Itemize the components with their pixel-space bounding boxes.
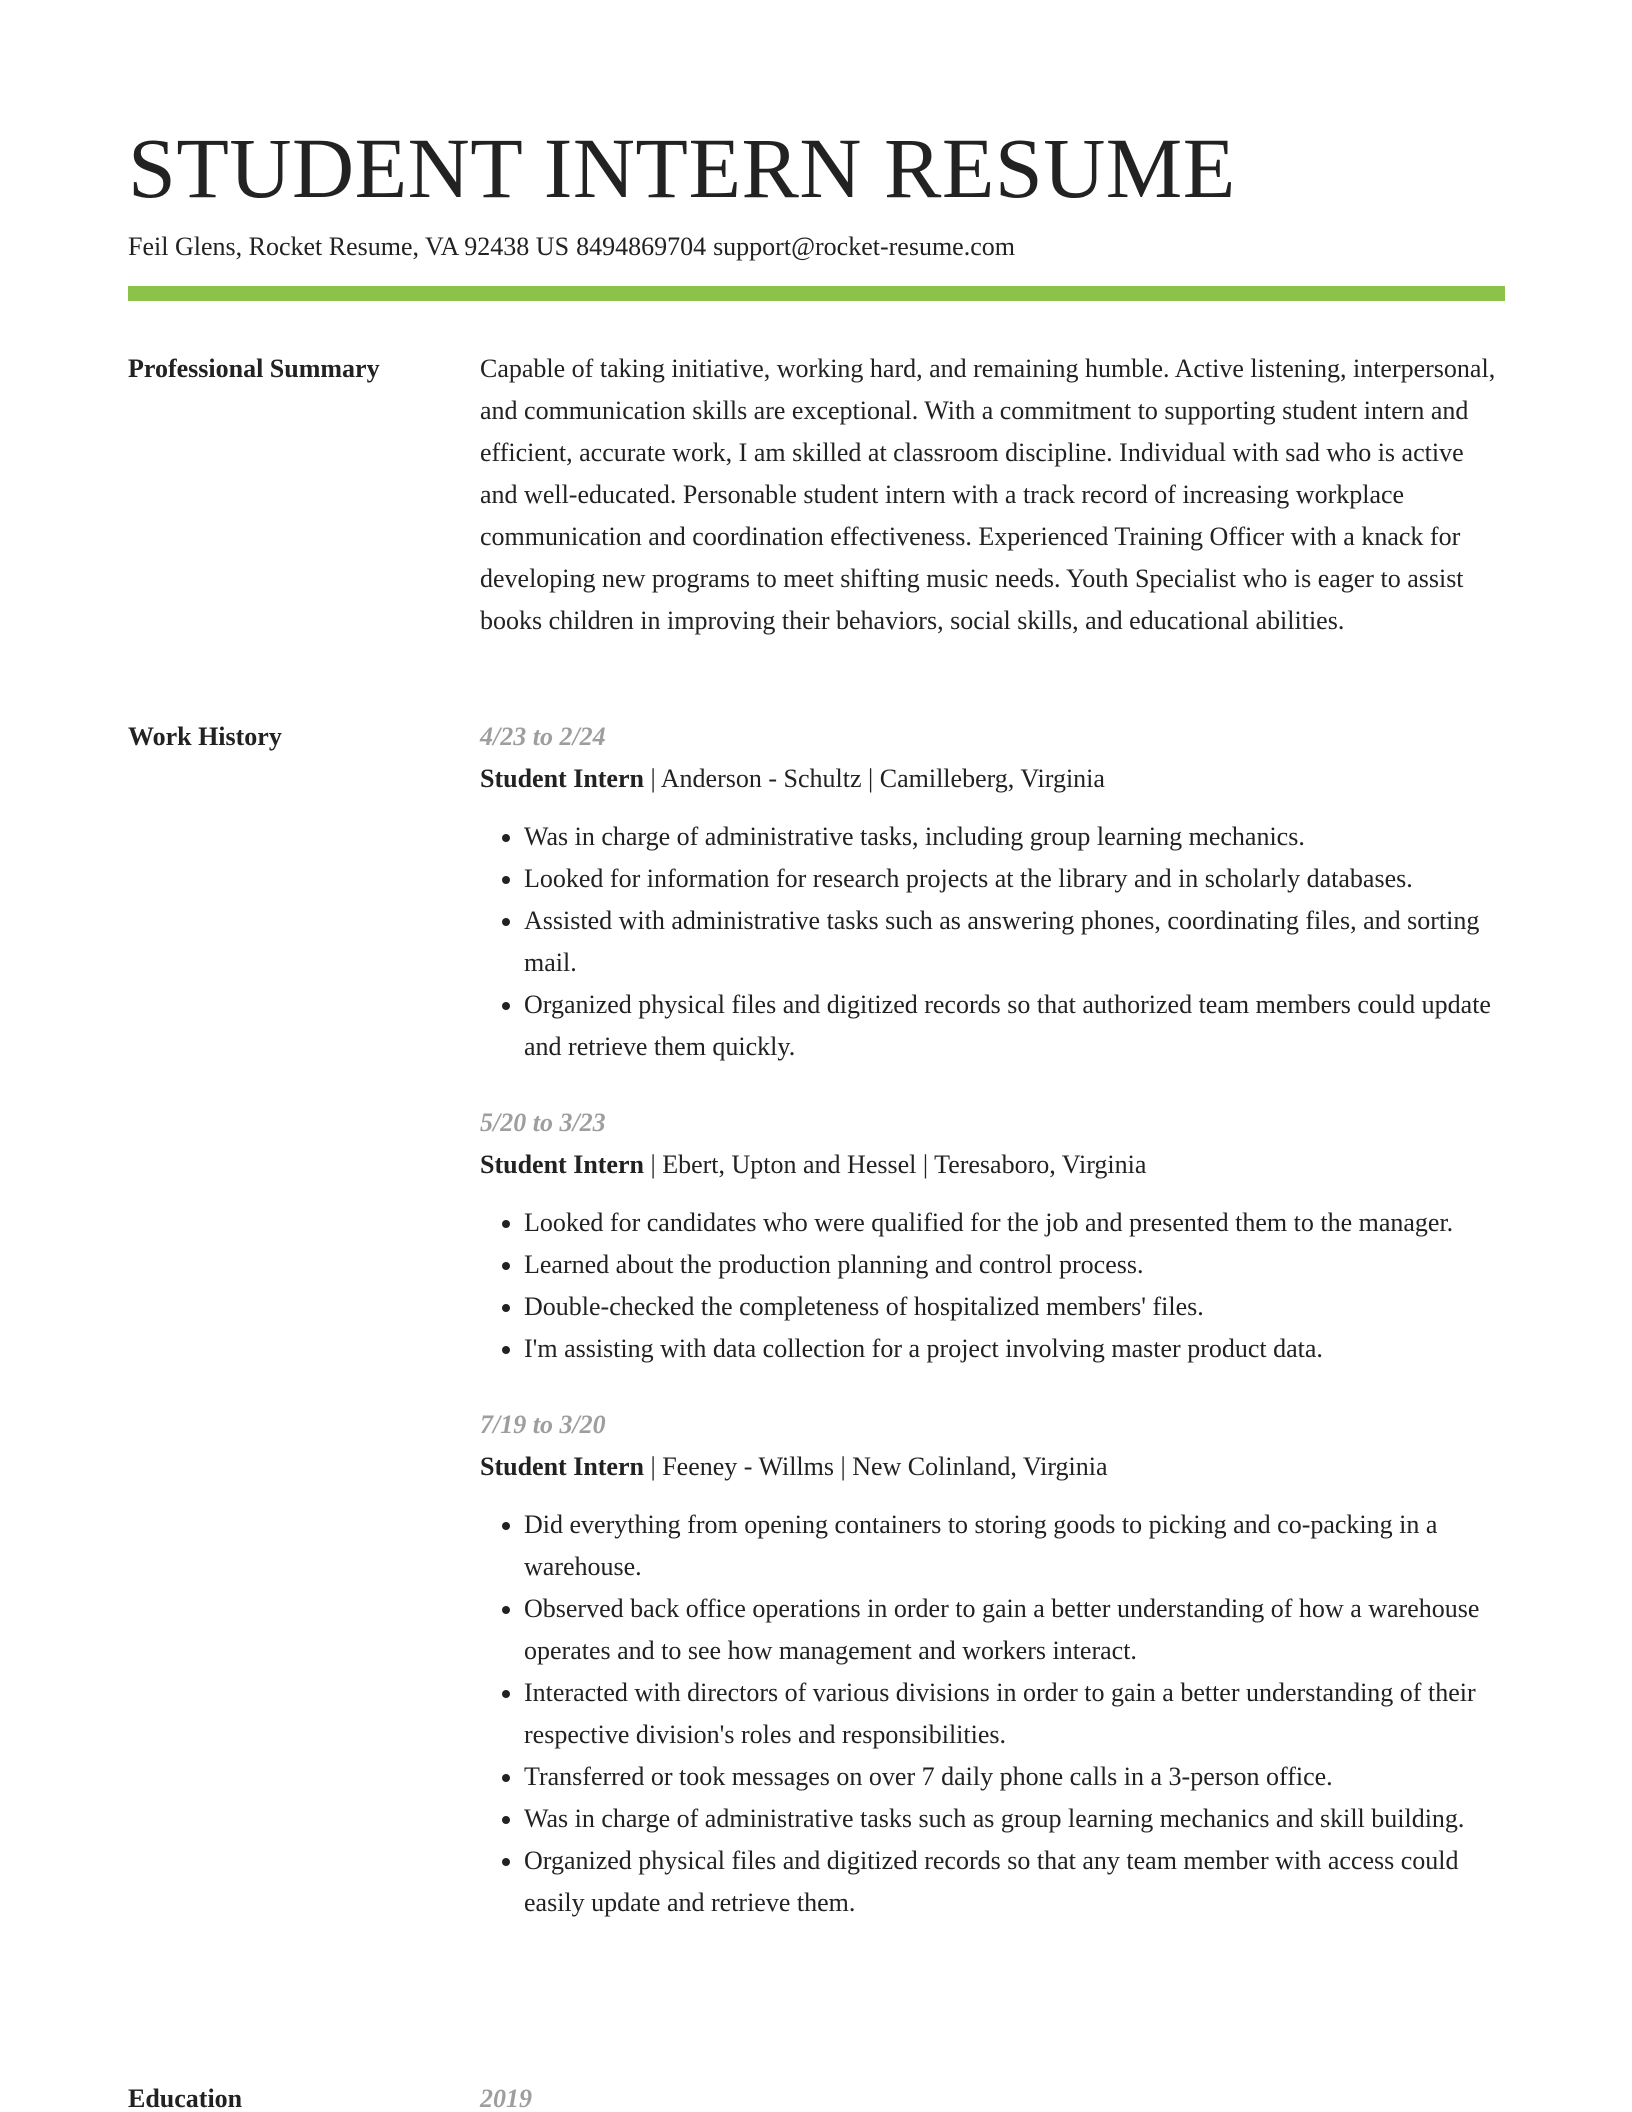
job-location: New Colinland, Virginia xyxy=(852,1452,1108,1481)
job-separator: | xyxy=(650,1150,656,1179)
job-bullet: • Transferred or took messages on over 7 daily phone calls in a 3-person office. xyxy=(524,1756,1505,1798)
summary-section xyxy=(128,348,1505,688)
job-title: Student Intern xyxy=(480,764,644,793)
work-history-heading: Work History xyxy=(128,722,282,751)
job-company: Anderson - Schultz xyxy=(660,764,862,793)
summary-body xyxy=(480,348,1505,642)
job-bullets xyxy=(480,1202,1505,1370)
job-bullet: • Did everything from opening containers to storing goods to picking and co-packing in a warehouse. xyxy=(524,1504,1505,1588)
job-bullet: • I'm assisting with data collection for a project involving master product data. xyxy=(524,1328,1505,1370)
job-location: Camilleberg, Virginia xyxy=(879,764,1105,793)
contact-phone: 8494869704 xyxy=(576,232,707,261)
job-bullet: • Assisted with administrative tasks such as answering phones, coordinating files, and sorting mail. xyxy=(524,900,1505,984)
job-bullet: • Looked for candidates who were qualified for the job and presented them to the manager. xyxy=(524,1202,1505,1244)
job-entry xyxy=(480,1102,1505,1370)
job-bullet: • Looked for information for research projects at the library and in scholarly databases. xyxy=(524,858,1505,900)
job-separator: | xyxy=(650,764,656,793)
contact-address: Feil Glens, Rocket Resume, VA 92438 US xyxy=(128,232,570,261)
job-title: Student Intern xyxy=(480,1452,644,1481)
job-separator: | xyxy=(868,764,874,793)
contact-line xyxy=(128,230,1504,264)
contact-email: support@rocket-resume.com xyxy=(713,232,1015,261)
job-entry xyxy=(480,1404,1505,1924)
job-bullet: • Learned about the production planning and control process. xyxy=(524,1244,1505,1286)
job-dates: 5/20 to 3/23 xyxy=(480,1108,606,1137)
job-entry xyxy=(480,716,1505,1068)
job-separator: | xyxy=(840,1452,846,1481)
resume-title: STUDENT INTERN RESUME xyxy=(128,120,1236,216)
education-year: 2019 xyxy=(480,2084,532,2112)
job-title-line xyxy=(480,1144,1505,1186)
work-history-section xyxy=(128,716,1505,2056)
education-section xyxy=(128,2078,1505,2112)
job-title-line xyxy=(480,758,1505,800)
summary-text: Capable of taking initiative, working hard, and remaining humble. Active listening, interpersonal, and communication skills are exceptional. With a commitment to supporting student intern and efficient, accurate work, I am skilled at classroom discipline. Individual with sad who is active and well-educated. Personable student intern with a track record of increasing workplace communication and coordination effectiveness. Experienced Training Officer with a knack for developing new programs to meet shifting music needs. Youth Specialist who is eager to assist books children in improving their behaviors, social skills, and educational abilities. xyxy=(480,354,1496,635)
resume-header xyxy=(128,118,1504,264)
job-title-line xyxy=(480,1446,1505,1488)
job-company: Feeney - Willms xyxy=(662,1452,834,1481)
job-bullet: • Was in charge of administrative tasks, including group learning mechanics. xyxy=(524,816,1505,858)
job-title: Student Intern xyxy=(480,1150,644,1179)
summary-heading: Professional Summary xyxy=(128,354,380,383)
job-company: Ebert, Upton and Hessel xyxy=(662,1150,917,1179)
job-separator: | xyxy=(922,1150,929,1179)
job-bullet: • Organized physical files and digitized records so that authorized team members could update and retrieve them quickly. xyxy=(524,984,1505,1068)
job-bullets xyxy=(480,1504,1505,1924)
job-bullet: • Organized physical files and digitized records so that any team member with access could easily update and retrieve them. xyxy=(524,1840,1505,1924)
job-bullets xyxy=(480,816,1505,1068)
education-body xyxy=(480,2078,1505,2112)
job-bullet: • Double-checked the completeness of hospitalized members' files. xyxy=(524,1286,1505,1328)
job-separator: | xyxy=(650,1452,656,1481)
job-bullet: • Observed back office operations in order to gain a better understanding of how a warehouse operates and to see how management and workers interact. xyxy=(524,1588,1505,1672)
education-heading: Education xyxy=(128,2084,243,2112)
job-bullet: • Interacted with directors of various divisions in order to gain a better understanding of their respective division's roles and responsibilities. xyxy=(524,1672,1505,1756)
work-history-body xyxy=(480,716,1505,1958)
job-bullet: • Was in charge of administrative tasks such as group learning mechanics and skill building. xyxy=(524,1798,1505,1840)
header-divider xyxy=(128,286,1505,301)
job-dates: 7/19 to 3/20 xyxy=(480,1410,606,1439)
job-location: Teresaboro, Virginia xyxy=(934,1150,1147,1179)
job-dates: 4/23 to 2/24 xyxy=(480,722,606,751)
